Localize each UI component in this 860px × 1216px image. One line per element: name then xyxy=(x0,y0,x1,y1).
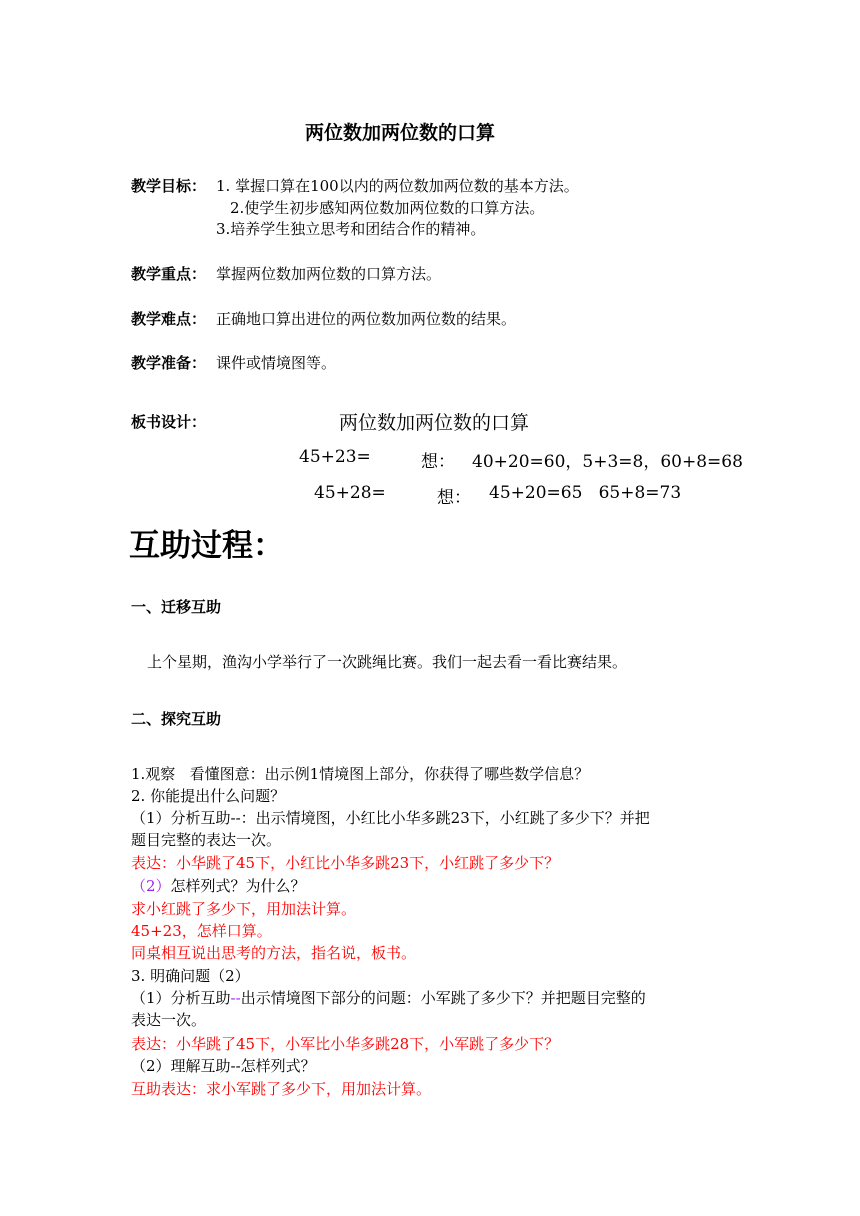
section2-line-15: 互助表达：求小军跳了多少下，用加法计算。 xyxy=(131,1080,432,1098)
board-row2-think: 想： xyxy=(437,488,471,508)
section2-line-8: 45+23，怎样口算。 xyxy=(131,922,272,940)
key-point-label: 教学重点： xyxy=(131,265,207,283)
section2-line-6-text: 怎样列式？为什么？ xyxy=(170,877,306,895)
section2-heading: 二、探究互助 xyxy=(131,710,222,728)
board-row2-steps: 45+20=65 65+8=73 xyxy=(489,483,682,503)
board-title: 两位数加两位数的口算 xyxy=(339,412,530,434)
section1-text: 上个星期，渔沟小学举行了一次跳绳比赛。我们一起去看一看比赛结果。 xyxy=(147,653,628,671)
goal-item-3: 3.培养学生独立思考和团结合作的精神。 xyxy=(216,220,486,238)
key-point-text: 掌握两位数加两位数的口算方法。 xyxy=(216,265,442,283)
board-row1-steps: 40+20=60，5+3=8，60+8=68 xyxy=(472,452,743,472)
section2-line-6-number: （2） xyxy=(131,877,171,895)
goals-label: 教学目标： xyxy=(131,177,207,195)
section2-line-11-dash: -- xyxy=(230,989,241,1007)
goal-item-1: 1. 掌握口算在100以内的两位数加两位数的基本方法。 xyxy=(216,177,579,195)
board-label: 板书设计： xyxy=(131,413,207,431)
section2-line-12: 表达一次。 xyxy=(131,1011,207,1029)
section2-line-10: 3. 明确问题（2） xyxy=(131,967,250,985)
section2-line-7: 求小红跳了多少下，用加法计算。 xyxy=(131,900,357,918)
process-heading: 互助过程： xyxy=(129,528,284,564)
section2-line-9: 同桌相互说出思考的方法，指名说，板书。 xyxy=(131,944,417,962)
difficulty-label: 教学难点： xyxy=(131,310,207,328)
board-row1-expression: 45+23= xyxy=(299,447,371,467)
page-title: 两位数加两位数的口算 xyxy=(305,122,496,144)
section2-line-13: 表达：小华跳了45下，小军比小华多跳28下，小军跳了多少下？ xyxy=(131,1035,560,1053)
section2-line-2: 2. 你能提出什么问题？ xyxy=(131,787,286,805)
section1-heading: 一、迁移互助 xyxy=(131,598,222,616)
section2-line-14: （2）理解互助--怎样列式？ xyxy=(131,1057,316,1075)
section2-line-1: 1.观察 看懂图意：出示例1情境图上部分，你获得了哪些数学信息？ xyxy=(131,765,590,783)
preparation-label: 教学准备： xyxy=(131,354,207,372)
board-row1-think: 想： xyxy=(421,452,455,472)
preparation-text: 课件或情境图等。 xyxy=(216,354,337,372)
section2-line-11-end: 出示情境图下部分的问题：小军跳了多少下？并把题目完整的 xyxy=(240,989,646,1007)
goal-item-2: 2.使学生初步感知两位数加两位数的口算方法。 xyxy=(230,199,545,217)
section2-line-6 xyxy=(131,876,306,896)
section2-line-3: （1）分析互助--：出示情境图，小红比小华多跳23下，小红跳了多少下？并把 xyxy=(131,809,650,827)
section2-line-5: 表达：小华跳了45下，小红比小华多跳23下，小红跳了多少下？ xyxy=(131,854,560,872)
board-row2-expression: 45+28= xyxy=(314,483,386,503)
section2-line-11-start: （1）分析互助 xyxy=(131,989,231,1007)
difficulty-text: 正确地口算出进位的两位数加两位数的结果。 xyxy=(216,310,517,328)
section2-line-4: 题目完整的表达一次。 xyxy=(131,831,282,849)
section2-line-11 xyxy=(131,988,646,1008)
